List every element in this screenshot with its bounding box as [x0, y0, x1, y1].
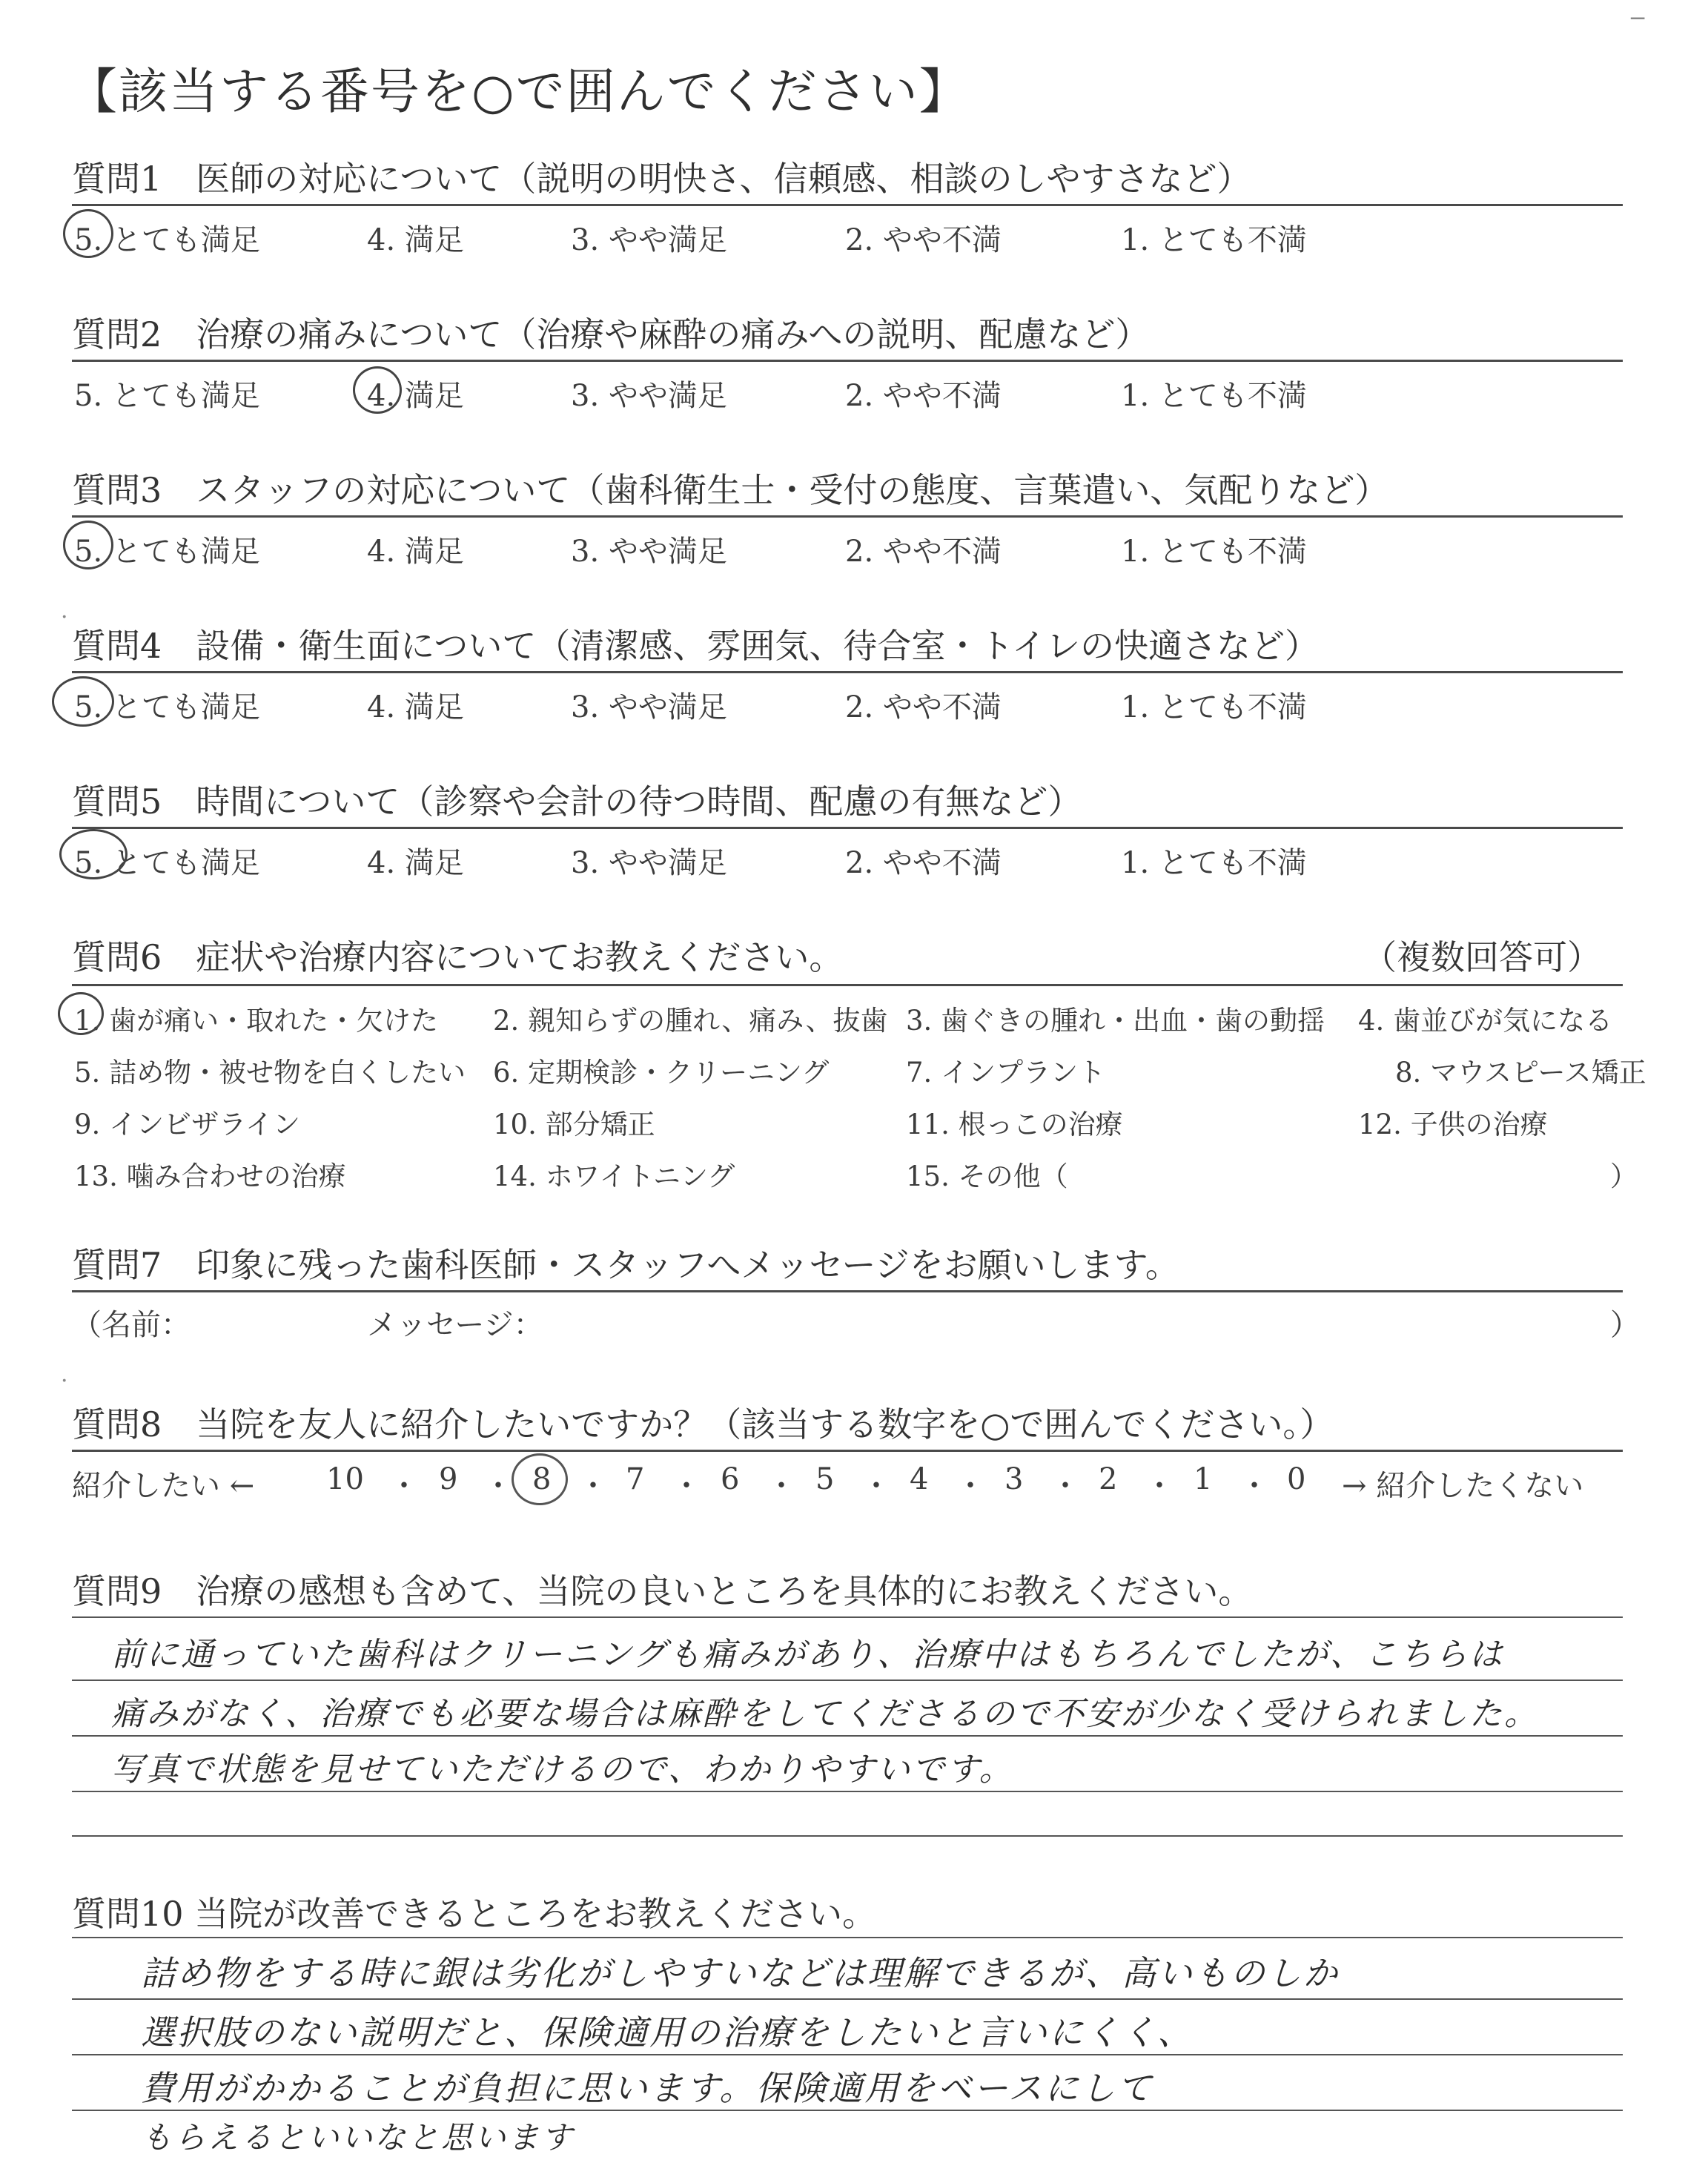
- recommend-right-label: → 紹介したくない: [1342, 1469, 1584, 1503]
- scale-dot: ・: [483, 1469, 513, 1503]
- option-4[interactable]: 4. 満足: [367, 846, 464, 880]
- question-6-title: 質問6 症状や治療内容についてお教えください。: [72, 937, 844, 977]
- symptom-option[interactable]: 4. 歯並びが気になる: [1358, 1005, 1613, 1037]
- scale-dot: ・: [767, 1469, 796, 1503]
- option-3[interactable]: 3. やや満足: [571, 690, 727, 724]
- question-8-title: 質問8 当院を友人に紹介したいですか？（該当する数字を○で囲んでください。）: [72, 1404, 1334, 1444]
- symptom-option[interactable]: 5. 詰め物・被せ物を白くしたい: [74, 1057, 466, 1089]
- answer-circle: [63, 209, 113, 258]
- other-close-paren: ）: [1610, 1160, 1638, 1192]
- divider: [72, 1450, 1623, 1452]
- question-9-title: 質問9 治療の感想も含めて、当院の良いところを具体的にお教えください。: [72, 1571, 1253, 1611]
- option-5[interactable]: 5. とても満足: [74, 690, 260, 724]
- question-5-title: 質問5 時間について（診察や会計の待つ時間、配慮の有無など）: [72, 782, 1082, 822]
- scale-5[interactable]: 5: [815, 1462, 835, 1496]
- option-3[interactable]: 3. やや満足: [571, 846, 727, 880]
- scale-3[interactable]: 3: [1004, 1462, 1024, 1496]
- scale-6[interactable]: 6: [721, 1462, 740, 1496]
- answer-line: [72, 1735, 1623, 1737]
- symptom-option[interactable]: 3. 歯ぐきの腫れ・出血・歯の動揺: [906, 1005, 1325, 1037]
- divider: [72, 1290, 1623, 1292]
- question-10-title: 質問10 当院が改善できるところをお教えください。: [72, 1894, 877, 1934]
- handwritten-line: 前に通っていた歯科はクリーニングも痛みがあり、治療中はもちろんでしたが、こちらは: [111, 1636, 1505, 1674]
- option-2[interactable]: 2. やや不満: [845, 379, 1002, 413]
- divider: [72, 671, 1623, 673]
- handwritten-line: 費用がかかることが負担に思います。保険適用をベースにして: [141, 2068, 1154, 2108]
- question-4-title: 質問4 設備・衛生面について（清潔感、雰囲気、待合室・トイレの快適さなど）: [72, 626, 1320, 666]
- symptom-option[interactable]: 8. マウスピース矯正: [1395, 1057, 1646, 1089]
- scale-dot: ・: [1050, 1469, 1080, 1503]
- symptom-option[interactable]: 6. 定期検診・クリーニング: [493, 1057, 830, 1089]
- option-1[interactable]: 1. とても不満: [1121, 223, 1307, 257]
- scan-mark: ·: [61, 604, 68, 630]
- divider: [72, 984, 1623, 986]
- symptom-option[interactable]: 12. 子供の治療: [1358, 1109, 1548, 1140]
- symptom-option[interactable]: 9. インビザライン: [74, 1109, 300, 1140]
- option-5[interactable]: 5. とても満足: [74, 223, 260, 257]
- scale-9[interactable]: 9: [439, 1462, 458, 1496]
- option-4[interactable]: 4. 満足: [367, 223, 464, 257]
- option-4[interactable]: 4. 満足: [367, 690, 464, 724]
- option-5[interactable]: 5. とても満足: [74, 535, 260, 569]
- symptom-option[interactable]: 13. 噛み合わせの治療: [74, 1160, 346, 1192]
- option-1[interactable]: 1. とても不満: [1121, 379, 1307, 413]
- option-2[interactable]: 2. やや不満: [845, 690, 1002, 724]
- option-5[interactable]: 5. とても満足: [74, 846, 260, 880]
- page-title: 【該当する番号を○で囲んでください】: [68, 63, 970, 120]
- symptom-option[interactable]: 10. 部分矯正: [493, 1109, 655, 1140]
- scale-7[interactable]: 7: [626, 1462, 645, 1496]
- divider: [72, 515, 1623, 518]
- symptom-option-other[interactable]: 15. その他（: [906, 1160, 1068, 1192]
- scale-dot: ・: [1239, 1469, 1269, 1503]
- option-3[interactable]: 3. やや満足: [571, 223, 727, 257]
- question-3-title: 質問3 スタッフの対応について（歯科衛生士・受付の態度、言葉遣い、気配りなど）: [72, 470, 1389, 510]
- scale-dot: ・: [672, 1469, 701, 1503]
- option-2[interactable]: 2. やや不満: [845, 223, 1002, 257]
- message-label: メッセージ：: [367, 1308, 543, 1342]
- handwritten-line: 痛みがなく、治療でも必要な場合は麻酔をしてくださるので不安が少なく受けられました。: [111, 1695, 1540, 1733]
- handwritten-line: もらえるといいなと思います: [141, 2119, 575, 2156]
- handwritten-line: 写真で状態を見せていただけるので、わかりやすいです。: [111, 1751, 1014, 1789]
- option-5[interactable]: 5. とても満足: [74, 379, 260, 413]
- option-1[interactable]: 1. とても不満: [1121, 690, 1307, 724]
- question-2-title: 質問2 治療の痛みについて（治療や麻酔の痛みへの説明、配慮など）: [72, 314, 1150, 354]
- scale-1[interactable]: 1: [1194, 1462, 1213, 1496]
- symptom-option[interactable]: 11. 根っこの治療: [906, 1109, 1123, 1140]
- option-2[interactable]: 2. やや不満: [845, 535, 1002, 569]
- question-1-title: 質問1 医師の対応について（説明の明快さ、信頼感、相談のしやすさなど）: [72, 159, 1251, 199]
- option-1[interactable]: 1. とても不満: [1121, 535, 1307, 569]
- answer-line: [72, 1680, 1623, 1681]
- handwritten-line: 詰め物をする時に銀は劣化がしやすいなどは理解できるが、高いものしか: [141, 1953, 1340, 1993]
- symptom-option[interactable]: 2. 親知らずの腫れ、痛み、抜歯: [493, 1005, 888, 1037]
- option-3[interactable]: 3. やや満足: [571, 535, 727, 569]
- scale-2[interactable]: 2: [1099, 1462, 1118, 1496]
- message-close-paren: ）: [1610, 1308, 1640, 1342]
- answer-line: [72, 1616, 1623, 1618]
- answer-line: [72, 1835, 1623, 1837]
- answer-circle: [63, 521, 113, 569]
- scale-dot: ・: [389, 1469, 419, 1503]
- question-7-title: 質問7 印象に残った歯科医師・スタッフへメッセージをお願いします。: [72, 1245, 1179, 1285]
- scale-10[interactable]: 10: [326, 1462, 364, 1496]
- scan-mark: ·: [61, 1368, 68, 1394]
- scale-4[interactable]: 4: [910, 1462, 929, 1496]
- recommend-left-label: 紹介したい ←: [72, 1469, 255, 1503]
- option-1[interactable]: 1. とても不満: [1121, 846, 1307, 880]
- divider: [72, 827, 1623, 829]
- divider: [72, 360, 1623, 362]
- option-4[interactable]: 4. 満足: [367, 379, 464, 413]
- option-4[interactable]: 4. 満足: [367, 535, 464, 569]
- scale-8[interactable]: 8: [532, 1462, 552, 1496]
- scale-dot: ・: [1145, 1469, 1174, 1503]
- answer-circle: [52, 676, 114, 727]
- answer-line: [72, 1937, 1623, 1938]
- answer-circle: [512, 1453, 568, 1505]
- scale-0[interactable]: 0: [1287, 1462, 1306, 1496]
- answer-line: [72, 1791, 1623, 1792]
- handwritten-line: 選択肢のない説明だと、保険適用の治療をしたいと言いにくく、: [141, 2012, 1194, 2052]
- symptom-option[interactable]: 1. 歯が痛い・取れた・欠けた: [74, 1005, 439, 1037]
- symptom-option[interactable]: 14. ホワイトニング: [493, 1160, 735, 1192]
- option-2[interactable]: 2. やや不満: [845, 846, 1002, 880]
- question-6-note: （複数回答可）: [1363, 937, 1601, 977]
- answer-circle: [59, 829, 128, 879]
- answer-line: [72, 1998, 1623, 2000]
- scan-mark: ─: [1631, 6, 1645, 32]
- divider: [72, 204, 1623, 206]
- answer-circle: [353, 366, 402, 414]
- answer-circle: [58, 992, 104, 1035]
- name-label: （名前：: [72, 1308, 191, 1342]
- scale-dot: ・: [956, 1469, 985, 1503]
- scale-dot: ・: [861, 1469, 891, 1503]
- symptom-option[interactable]: 7. インプラント: [906, 1057, 1106, 1089]
- scale-dot: ・: [578, 1469, 608, 1503]
- option-3[interactable]: 3. やや満足: [571, 379, 727, 413]
